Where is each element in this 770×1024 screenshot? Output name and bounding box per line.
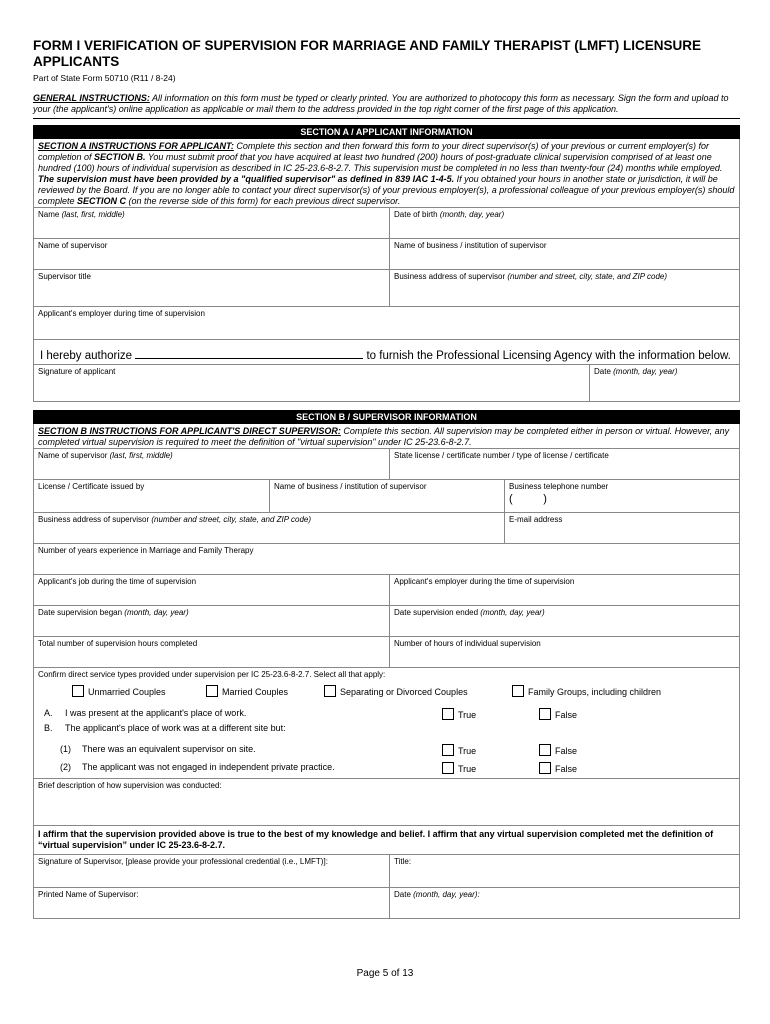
stmt-2-false[interactable]: False [539, 762, 577, 774]
checkbox-icon[interactable] [324, 685, 336, 697]
confirm-service-types: Confirm direct service types provided under supervision per IC 25-23.6-8-2.7. Select all that apply: [38, 670, 386, 679]
form-subtitle: Part of State Form 50710 (R11 / 8-24) [33, 73, 176, 83]
stmt-a-true[interactable]: True [442, 708, 476, 720]
brief-description-field[interactable]: Brief description of how supervision was conducted: [38, 781, 222, 790]
statement-b: B. The applicant's place of work was at a different site but: [44, 723, 286, 733]
checkbox-icon[interactable] [539, 762, 551, 774]
checkbox-icon[interactable] [72, 685, 84, 697]
statement-1: (1) There was an equivalent supervisor on site. True False [60, 744, 578, 756]
statement-2: (2) The applicant was not engaged in independent private practice. True False [60, 762, 578, 774]
authorized-name-blank[interactable] [135, 346, 363, 359]
service-type-options [34, 681, 739, 699]
business-address-field[interactable]: Business address of supervisor (number and street, city, state, and ZIP code) [389, 270, 739, 306]
checkbox-icon[interactable] [539, 744, 551, 756]
section-a-header: SECTION A / APPLICANT INFORMATION [33, 125, 740, 139]
individual-hours-field[interactable]: Number of hours of individual supervision [389, 637, 739, 667]
total-hours-field[interactable]: Total number of supervision hours completed [38, 639, 198, 648]
section-a [33, 139, 740, 402]
affirmation-text: I affirm that the supervision provided above is true to the best of my knowledge and belief. I affirm that any virtual supervision completed met the definition of “virtual supervision” under IC 25-23.6-8-2.7. [34, 825, 739, 854]
form-title: FORM I VERIFICATION OF SUPERVISION FOR MARRIAGE AND FAMILY THERAPIST (LMFT) LICENSURE APPLICANTS [33, 38, 702, 69]
applicant-job-field[interactable]: Applicant's job during the time of supervision [38, 577, 197, 586]
supervisor-name-b-field[interactable]: Name of supervisor (last, first, middle) [38, 451, 173, 460]
service-family[interactable]: Family Groups, including children [512, 685, 661, 697]
checkbox-icon[interactable] [512, 685, 524, 697]
applicant-signature-field[interactable]: Signature of applicant [38, 367, 116, 376]
supervisor-title-field[interactable]: Supervisor title [38, 272, 91, 281]
stmt-2-true[interactable]: True [442, 762, 476, 774]
applicant-date-field[interactable]: Date (month, day, year) [589, 365, 739, 401]
checkbox-icon[interactable] [442, 708, 454, 720]
page-number: Page 5 of 13 [356, 968, 414, 979]
stmt-a-false[interactable]: False [539, 708, 577, 720]
section-b-header: SECTION B / SUPERVISOR INFORMATION [33, 410, 740, 424]
checkbox-icon[interactable] [206, 685, 218, 697]
stmt-1-false[interactable]: False [539, 744, 577, 756]
business-name-field[interactable]: Name of business / institution of supervisor [389, 239, 739, 269]
applicant-employer-field[interactable]: Applicant's employer during time of supervision [38, 309, 205, 318]
service-separating[interactable]: Separating or Divorced Couples [324, 685, 468, 697]
supervisor-signature-field[interactable]: Signature of Supervisor, [please provide your professional credential (i.e., LMFT)]: [38, 857, 328, 866]
authorization-line: I hereby authorize to furnish the Professional Licensing Agency with the information below. [34, 339, 739, 364]
date-began-field[interactable]: Date supervision began (month, day, year) [38, 608, 189, 617]
general-instructions: GENERAL INSTRUCTIONS: All information on this form must be typed or clearly printed. You are authorized to photocopy this form as necessary. Sign the form and upload to your (the applicant's) online application as applicable or mail them to the address provided in the top right corner of the first page of this application. [33, 93, 729, 114]
section-b [33, 424, 740, 919]
date-ended-field[interactable]: Date supervision ended (month, day, year) [389, 606, 739, 636]
section-a-instructions: SECTION A INSTRUCTIONS FOR APPLICANT: Complete this section and then forward this form to your direct supervisor(s) of your previous or current employer(s) for completion of SECTION B. You must submit proof that you have acquired at least two hundred (200) hours of post-graduate clinical supervision comprised of at least one hundred (100) hours of individual supervision as described in IC 25-23.6-8-2.7. This supervision must be completed in no less than twenty-four (24) months while employed. The supervision must have been provided by a "qualified supervisor" as defined in 839 IAC 1-4-5. If you obtained your hours in another state or jurisdiction, it will be reviewed by the Board. If you are no longer able to contact your direct supervisor(s) of your previous employer(s), a professional colleague of your previous employer(s) should complete SECTION C (on the reverse side of this form) for each previous direct supervisor. [38, 141, 735, 206]
printed-name-field[interactable]: Printed Name of Supervisor: [38, 890, 139, 899]
statement-a: A. I was present at the applicant's place of work. True False [44, 708, 578, 720]
service-unmarried[interactable]: Unmarried Couples [72, 685, 166, 697]
applicant-name-field[interactable]: Name (last, first, middle) [38, 210, 125, 219]
stmt-1-true[interactable]: True [442, 744, 476, 756]
checkbox-icon[interactable] [442, 744, 454, 756]
form-page [33, 38, 740, 919]
years-experience-field[interactable]: Number of years experience in Marriage and Family Therapy [38, 546, 254, 555]
service-married[interactable]: Married Couples [206, 685, 288, 697]
business-phone-field[interactable]: Business telephone number ( ) [504, 480, 739, 512]
applicant-dob-field[interactable]: Date of birth (month, day, year) [389, 208, 739, 238]
license-issued-field[interactable]: License / Certificate issued by [38, 482, 145, 491]
section-b-instructions: SECTION B INSTRUCTIONS FOR APPLICANT'S DIRECT SUPERVISOR: Complete this section. All supervision may be completed either in person or virtual. However, any completed virtual supervision is required to meet the definition of "virtual supervision" under IC 25-23.6-8-2.7. [38, 426, 730, 447]
business-name-b-field[interactable]: Name of business / institution of supervisor [269, 480, 504, 512]
applicant-employer-b-field[interactable]: Applicant's employer during the time of supervision [389, 575, 739, 605]
business-address-b-field[interactable]: Business address of supervisor (number and street, city, state, and ZIP code) [38, 515, 312, 524]
supervisor-name-field[interactable]: Name of supervisor [38, 241, 108, 250]
checkbox-icon[interactable] [442, 762, 454, 774]
license-number-field[interactable]: State license / certificate number / type of license / certificate [389, 449, 739, 479]
email-field[interactable]: E-mail address [504, 513, 739, 543]
checkbox-icon[interactable] [539, 708, 551, 720]
supervisor-title-b-field[interactable]: Title: [389, 855, 739, 887]
supervisor-date-field[interactable]: Date (month, day, year): [389, 888, 739, 918]
